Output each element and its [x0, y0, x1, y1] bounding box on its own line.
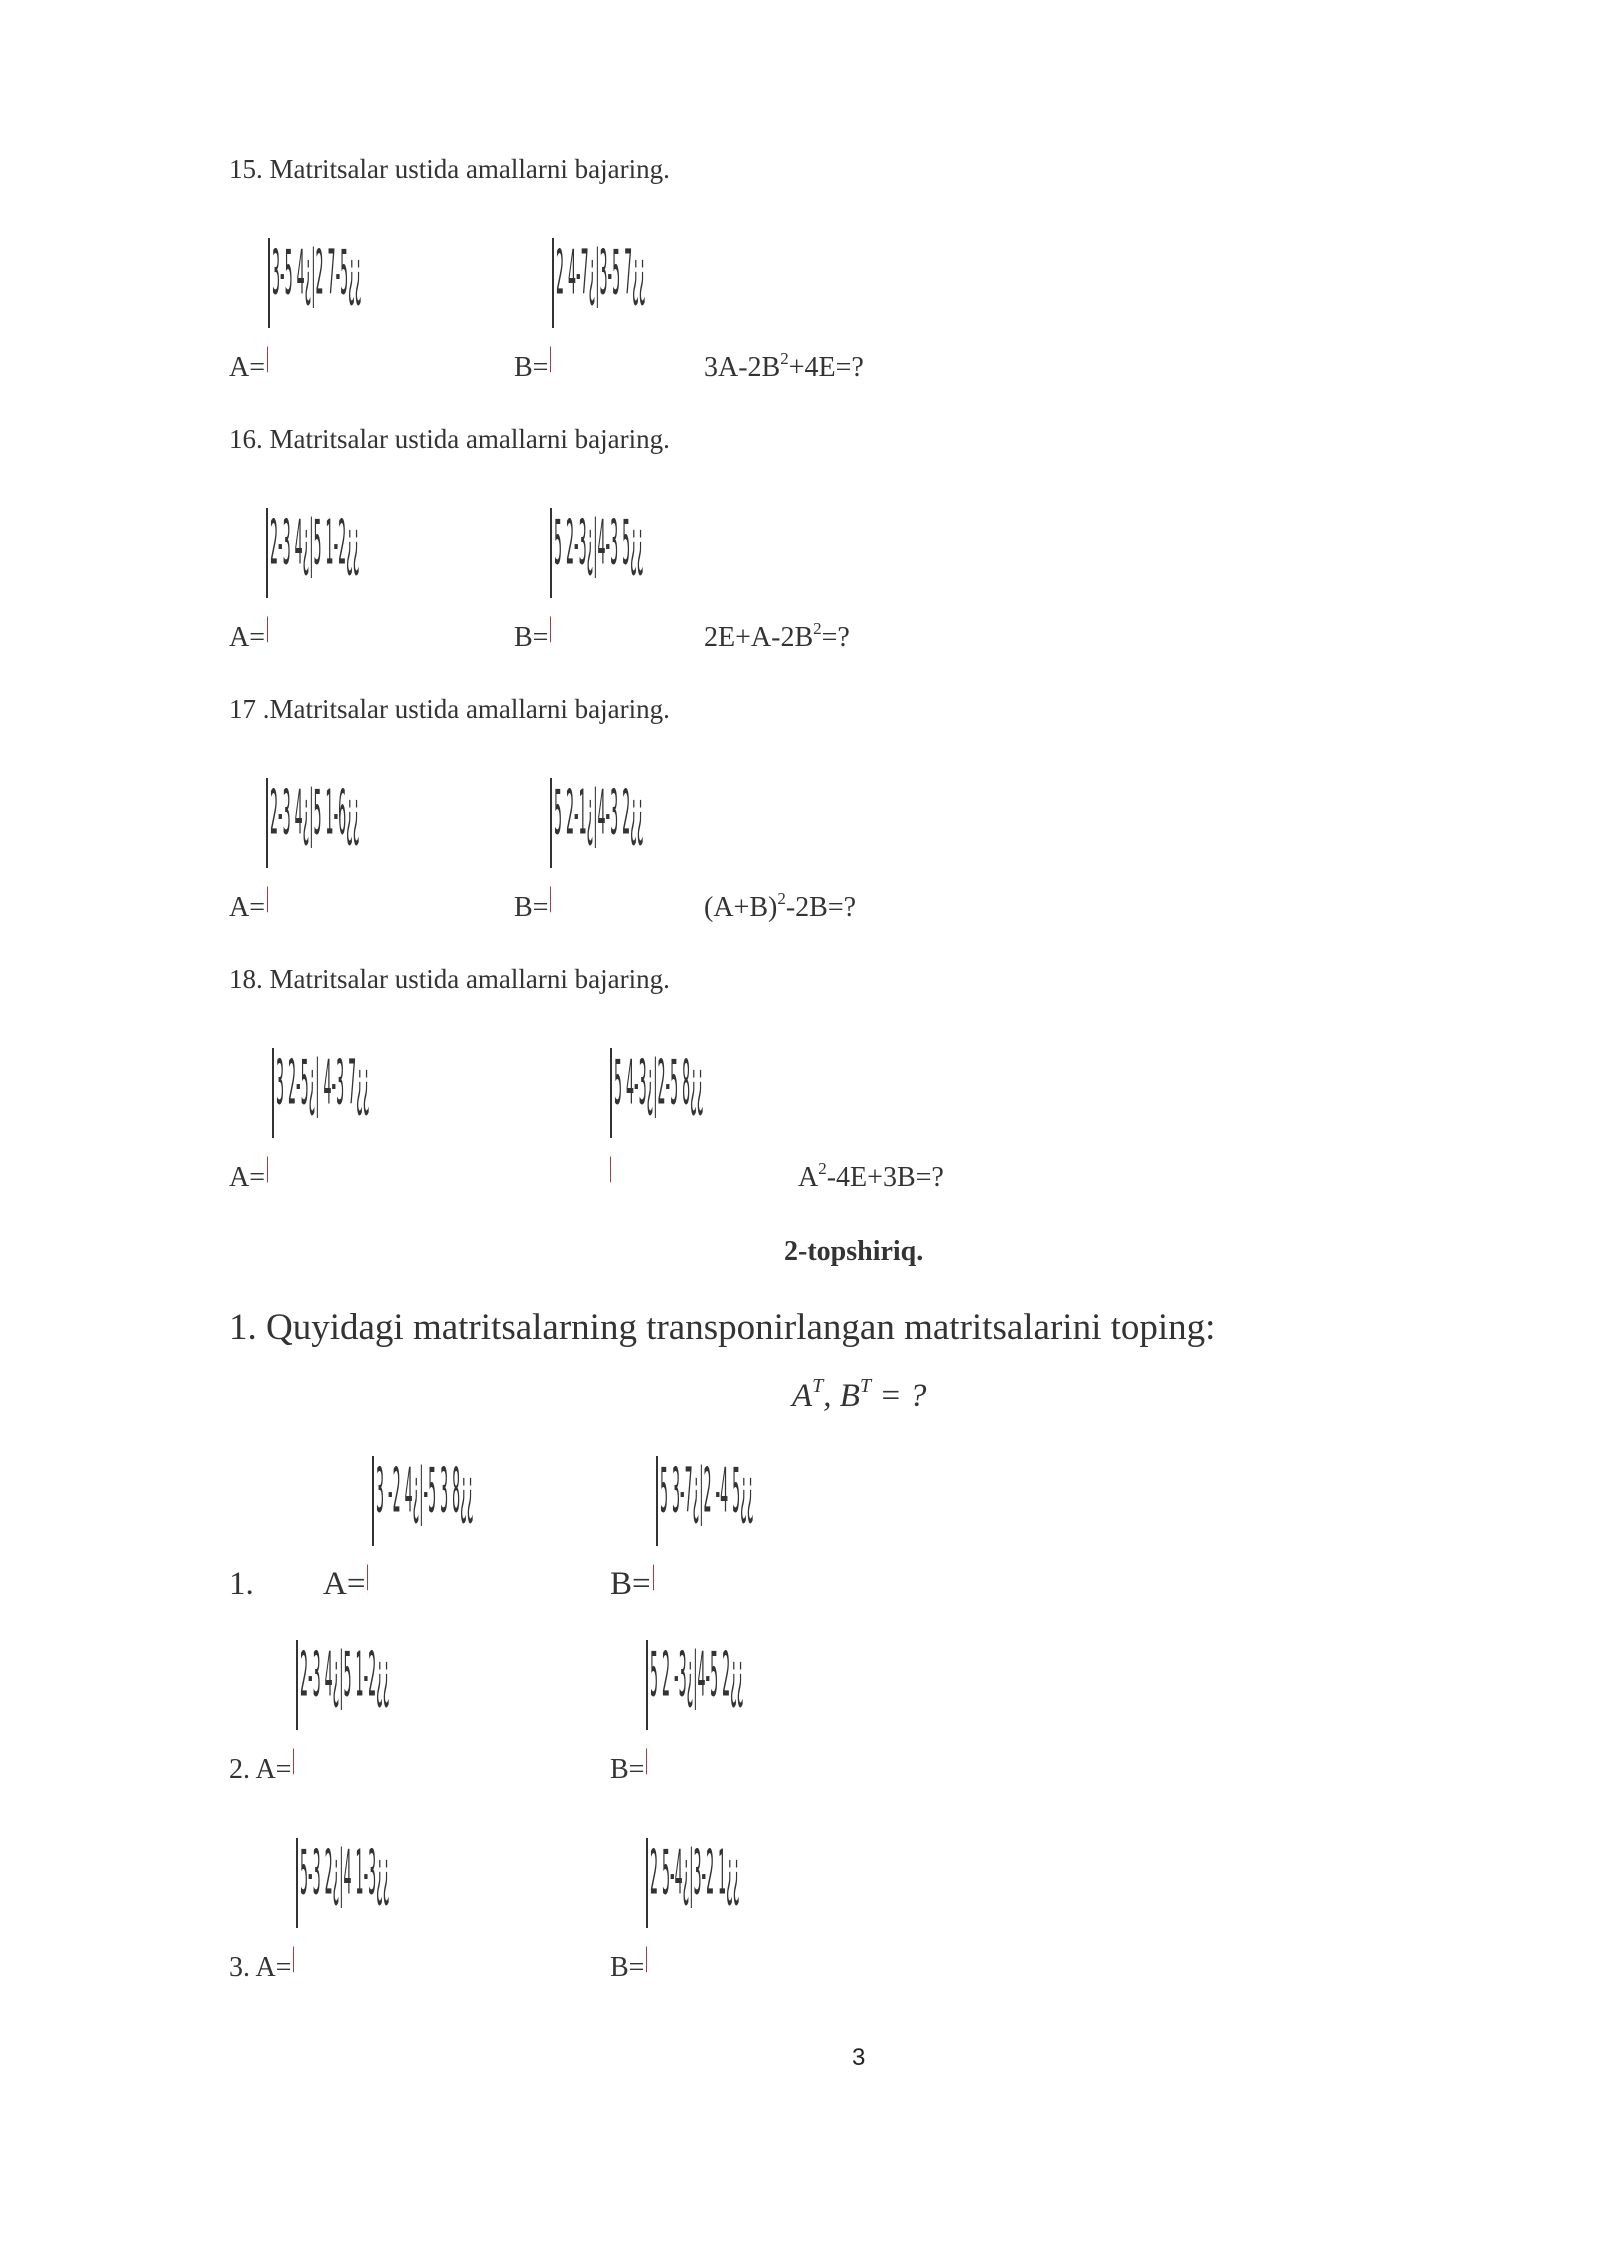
matrix-bracket [296, 1838, 298, 1928]
label-a-text: A= [323, 1566, 366, 1602]
formula-b: B [839, 1378, 860, 1414]
task-15-matrix-b [552, 238, 712, 338]
hook-glyph: ⅼ [549, 880, 553, 921]
formula-exponent: 2 [818, 1159, 827, 1178]
matrix-a-values: 3-5 4¿|2 7-5¿¿ [272, 238, 362, 310]
matrix-b-values: 5 4-3¿|2-5 8¿¿ [614, 1048, 704, 1120]
hook-glyph: ⅼ [645, 1940, 649, 1981]
matrix-b-values: 5 2-3¿|4-3 5¿¿ [554, 508, 644, 580]
item-1-matrix-b [656, 1456, 856, 1566]
item-3-matrix-a [296, 1838, 456, 1938]
task-16-matrix-a [266, 508, 426, 608]
hook-glyph: ⅼ [549, 610, 553, 651]
task-15-title: 15. Matritsalar ustida amallarni bajaring. [229, 154, 670, 184]
formula-main: (A+B) [704, 892, 778, 923]
matrix-a-values: 2-3 4¿|5 1-6¿¿ [270, 778, 360, 850]
item-2-matrix-b [646, 1640, 826, 1740]
matrix-bracket [550, 508, 552, 598]
item-1-label-b [610, 1558, 657, 1603]
task-17-title: 17 .Matritsalar ustida amallarni bajaring. [229, 694, 670, 724]
formula-a-sup: T [812, 1375, 824, 1397]
label-b-text: B= [514, 622, 549, 653]
formula-a: A [792, 1378, 813, 1414]
label-b-text: B= [610, 1754, 645, 1785]
hook-glyph: ⅼ [609, 1150, 613, 1191]
formula-exponent: 2 [777, 889, 786, 908]
task-15-formula [704, 349, 864, 384]
formula-exponent: 2 [780, 349, 789, 368]
task-17-matrix-b [550, 778, 710, 878]
matrix-bracket [656, 1456, 658, 1546]
formula-tail: = ? [871, 1378, 927, 1414]
formula-main: 3A-2B [704, 352, 781, 383]
formula-tail: =? [821, 622, 850, 653]
label-b-text: B= [610, 1566, 651, 1602]
section-2-title: 1. Quyidagi matritsalarning transponirlangan matritsalarini toping: [229, 1307, 1216, 1348]
item-2-label-b [610, 1742, 651, 1786]
matrix-bracket [646, 1838, 648, 1928]
task-18-matrix-b [610, 1048, 790, 1158]
formula-exponent: 2 [813, 619, 822, 638]
matrix-a-values: 2-3 4¿|5 1-2¿¿ [300, 1640, 390, 1712]
task-17-label-a [229, 880, 272, 924]
task-16-label-a [229, 610, 272, 654]
task-16-label-b [514, 610, 555, 654]
matrix-a-values: 2-3 4¿|5 1-2¿¿ [270, 508, 360, 580]
matrix-b-values: 2 4-7¿|3-5 7¿¿ [556, 238, 646, 310]
task-18-label-a [229, 1150, 272, 1194]
hook-glyph: ⅼ [549, 340, 553, 381]
hook-glyph: ⅼ [266, 340, 270, 381]
task-17-formula [704, 889, 857, 924]
task-15-matrix-a [268, 238, 428, 338]
matrix-b-values: 2 5-4¿|3-2 1¿¿ [650, 1838, 740, 1910]
task-18-label-b [608, 1150, 615, 1194]
matrix-bracket [268, 238, 270, 328]
formula-tail: -4E+3B=? [826, 1162, 944, 1193]
matrix-bracket [266, 508, 268, 598]
matrix-bracket [372, 1456, 374, 1546]
page-number: 3 [852, 2044, 866, 2071]
item-2-matrix-a [296, 1640, 456, 1740]
hook-glyph: ⅼ [266, 610, 270, 651]
matrix-bracket [550, 778, 552, 868]
formula-tail: -2B=? [785, 892, 857, 923]
task-16-formula [704, 619, 850, 654]
item-3-matrix-b [646, 1838, 816, 1938]
matrix-bracket [610, 1048, 612, 1138]
task-17-label-b [514, 880, 555, 924]
matrix-a-values: 3 2-5¿| 4-3 7¿¿ [276, 1048, 370, 1120]
label-a-text: A= [229, 622, 266, 653]
matrix-a-values: 5-3 2¿|4 1-3¿¿ [300, 1838, 390, 1910]
label-b-text: B= [514, 892, 549, 923]
task-18-matrix-a [272, 1048, 452, 1158]
task-16-matrix-b [550, 508, 710, 608]
task-17-matrix-a [266, 778, 426, 878]
item-1-number: 1. [229, 1566, 254, 1602]
task-15-label-b [514, 340, 555, 384]
task-15-label-a [229, 340, 272, 384]
task-18-title: 18. Matritsalar ustida amallarni bajaring. [229, 964, 670, 994]
section-2-heading: 2-topshiriq. [784, 1236, 924, 1267]
item-3-label-a [229, 1940, 298, 1984]
matrix-a-values: 3 -2 4¿|-5 3 8¿¿ [376, 1456, 474, 1528]
item-1-matrix-a [372, 1456, 572, 1566]
hook-glyph: ⅼ [266, 880, 270, 921]
item-3-label-b [610, 1940, 651, 1984]
item-2-number: 2. A= [229, 1754, 292, 1785]
matrix-bracket [646, 1640, 648, 1730]
matrix-bracket [266, 778, 268, 868]
hook-glyph: ⅼ [292, 1742, 296, 1783]
item-1-label-a [323, 1558, 372, 1603]
label-a-text: A= [229, 352, 266, 383]
label-b-text: B= [610, 1952, 645, 1983]
matrix-bracket [272, 1048, 274, 1138]
task-16-title: 16. Matritsalar ustida amallarni bajaring. [229, 424, 670, 454]
matrix-b-values: 5 2 -3¿|4-5 2¿¿ [650, 1640, 744, 1712]
formula-b-sup: T [859, 1375, 872, 1397]
hook-glyph: ⅼ [366, 1558, 370, 1599]
item-3-number: 3. A= [229, 1952, 292, 1983]
formula-main: A [798, 1162, 819, 1193]
matrix-bracket [552, 238, 554, 328]
matrix-b-values: 5 3-7¿|2 -4 5¿¿ [660, 1456, 754, 1528]
label-b-text: B= [514, 352, 549, 383]
matrix-b-values: 5 2-1¿|4-3 2¿¿ [554, 778, 644, 850]
hook-glyph: ⅼ [645, 1742, 649, 1783]
transpose-formula [792, 1375, 927, 1415]
hook-glyph: ⅼ [292, 1940, 296, 1981]
hook-glyph: ⅼ [266, 1150, 270, 1191]
formula-sep: , [823, 1378, 840, 1414]
label-a-text: A= [229, 892, 266, 923]
label-a-text: A= [229, 1162, 266, 1193]
item-2-label-a [229, 1742, 298, 1786]
formula-main: 2E+A-2B [704, 622, 814, 653]
formula-tail: +4E=? [788, 352, 864, 383]
task-18-formula [798, 1159, 944, 1194]
hook-glyph: ⅼ [651, 1558, 655, 1599]
matrix-bracket [296, 1640, 298, 1730]
